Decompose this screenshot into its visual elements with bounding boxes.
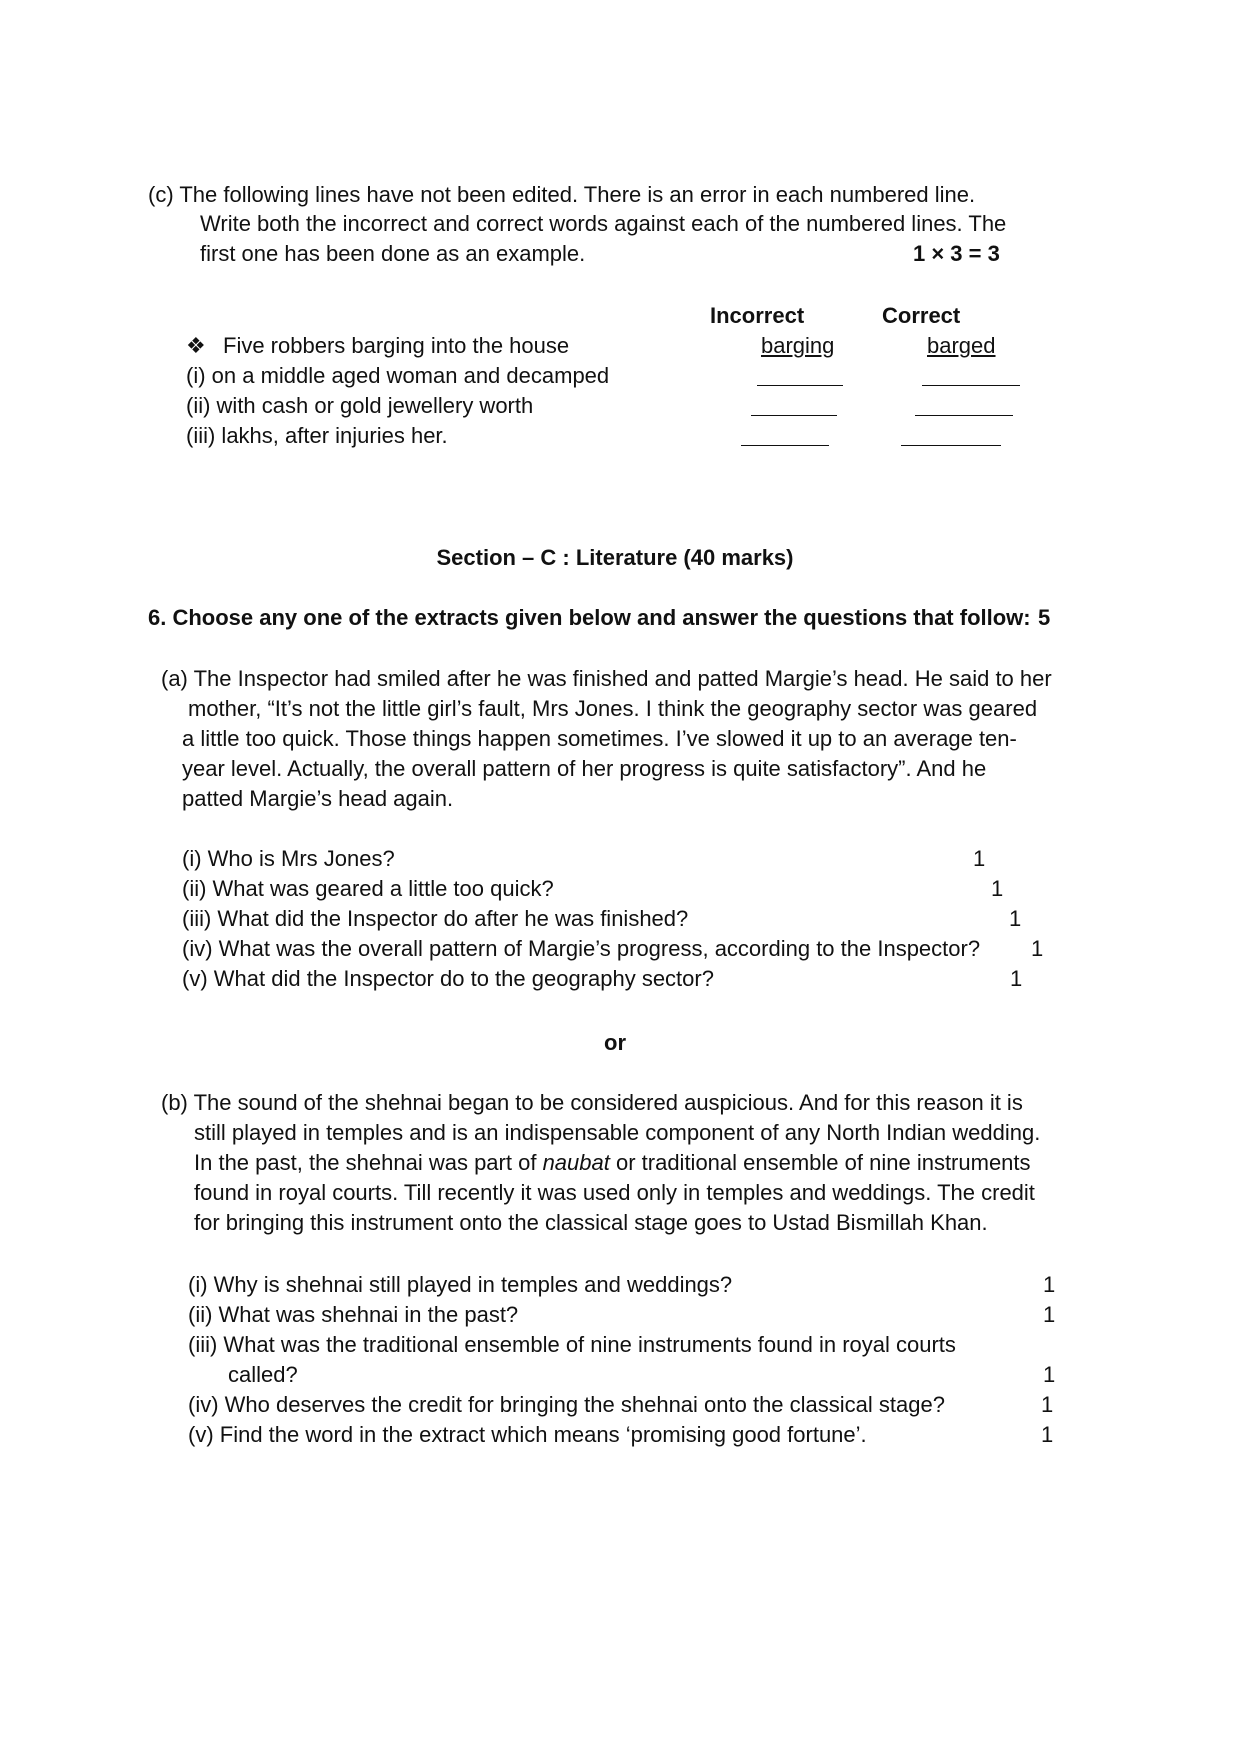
col-header-correct: Correct (882, 303, 961, 328)
item-line-iii: (iii) lakhs, after injuries her. (186, 423, 448, 448)
extract-b-question-ii: (ii) What was shehnai in the past? (188, 1302, 519, 1327)
extract-a-question-i: (i) Who is Mrs Jones? (182, 846, 395, 871)
question-6-heading (148, 604, 1031, 632)
extract-b-mark-ii: 1 (1043, 1302, 1056, 1327)
extract-b-mark-i: 1 (1043, 1272, 1056, 1297)
extract-b-line-3-pre: In the past, the shehnai was part of (194, 1150, 543, 1175)
extract-a-line-4: year level. Actually, the overall pattern of her progress is quite satisfactory”. And he (182, 756, 987, 781)
extract-a-question-iv: (iv) What was the overall pattern of Margie’s progress, according to the Inspector? (182, 936, 981, 961)
extract-a-mark-iii: 1 (1009, 906, 1022, 931)
question-6-marks: 5 (1038, 605, 1051, 630)
example-incorrect-word: barging (761, 333, 835, 358)
naubat-term: naubat (542, 1150, 610, 1175)
extract-b-line-4: found in royal courts. Till recently it was used only in temples and weddings. The credit (194, 1180, 1035, 1205)
col-header-incorrect: Incorrect (710, 303, 805, 328)
extract-a-mark-i: 1 (973, 846, 986, 871)
answer-blank-correct-iii[interactable] (901, 445, 1001, 446)
extract-a-question-iii: (iii) What did the Inspector do after he was finished? (182, 906, 689, 931)
extract-b-mark-iv: 1 (1041, 1392, 1054, 1417)
extract-b-question-iv: (iv) Who deserves the credit for bringing the shehnai onto the classical stage? (188, 1392, 945, 1417)
extract-b-mark-iii: 1 (1043, 1362, 1056, 1387)
part-c-line-2: Write both the incorrect and correct words against each of the numbered lines. The (200, 211, 1007, 236)
extract-b-line-1: (b) The sound of the shehnai began to be considered auspicious. And for this reason it is (161, 1090, 1023, 1115)
extract-a-mark-v: 1 (1010, 966, 1023, 991)
answer-blank-correct-ii[interactable] (915, 415, 1013, 416)
extract-b-line-3 (194, 1149, 1031, 1177)
extract-a-line-1: (a) The Inspector had smiled after he was finished and patted Margie’s head. He said to her (161, 666, 1052, 691)
question-6-number: 6 (148, 605, 161, 630)
extract-a-question-v: (v) What did the Inspector do to the geography sector? (182, 966, 714, 991)
extract-a-line-5: patted Margie’s head again. (182, 786, 454, 811)
or-separator: or (604, 1030, 626, 1055)
part-c-line-3: first one has been done as an example. (200, 241, 586, 266)
item-line-ii: (ii) with cash or gold jewellery worth (186, 393, 534, 418)
extract-b-line-2: still played in temples and is an indispensable component of any North Indian wedding. (194, 1120, 1041, 1145)
extract-b-question-iii: (iii) What was the traditional ensemble of nine instruments found in royal courts (188, 1332, 956, 1357)
question-6-text: . Choose any one of the extracts given below and answer the questions that follow: (160, 605, 1031, 630)
answer-blank-incorrect-iii[interactable] (741, 445, 829, 446)
extract-a-line-2: mother, “It’s not the little girl’s fault, Mrs Jones. I think the geography sector was geared (188, 696, 1038, 721)
answer-blank-correct-i[interactable] (922, 385, 1020, 386)
bullet-icon: ❖ (186, 333, 206, 358)
example-line: Five robbers barging into the house (223, 333, 570, 358)
part-c-line-1: (c) The following lines have not been edited. There is an error in each numbered line. (148, 182, 976, 207)
answer-blank-incorrect-i[interactable] (757, 385, 843, 386)
extract-b-line-3-post: or traditional ensemble of nine instruments (609, 1150, 1031, 1175)
item-line-i: (i) on a middle aged woman and decamped (186, 363, 610, 388)
extract-b-question-iii-cont: called? (228, 1362, 298, 1387)
example-correct-word: barged (927, 333, 996, 358)
extract-a-line-3: a little too quick. Those things happen sometimes. I’ve slowed it up to an average ten- (182, 726, 1017, 751)
extract-a-mark-iv: 1 (1031, 936, 1044, 961)
extract-a-mark-ii: 1 (991, 876, 1004, 901)
extract-b-question-i: (i) Why is shehnai still played in temples and weddings? (188, 1272, 733, 1297)
extract-b-question-v: (v) Find the word in the extract which means ‘promising good fortune’. (188, 1422, 867, 1447)
part-c-marks: 1 × 3 = 3 (913, 241, 1000, 266)
extract-b-line-5: for bringing this instrument onto the classical stage goes to Ustad Bismillah Khan. (194, 1210, 988, 1235)
extract-a-question-ii: (ii) What was geared a little too quick? (182, 876, 554, 901)
extract-b-mark-v: 1 (1041, 1422, 1054, 1447)
section-c-title: Section – C : Literature (40 marks) (436, 545, 794, 570)
answer-blank-incorrect-ii[interactable] (751, 415, 837, 416)
